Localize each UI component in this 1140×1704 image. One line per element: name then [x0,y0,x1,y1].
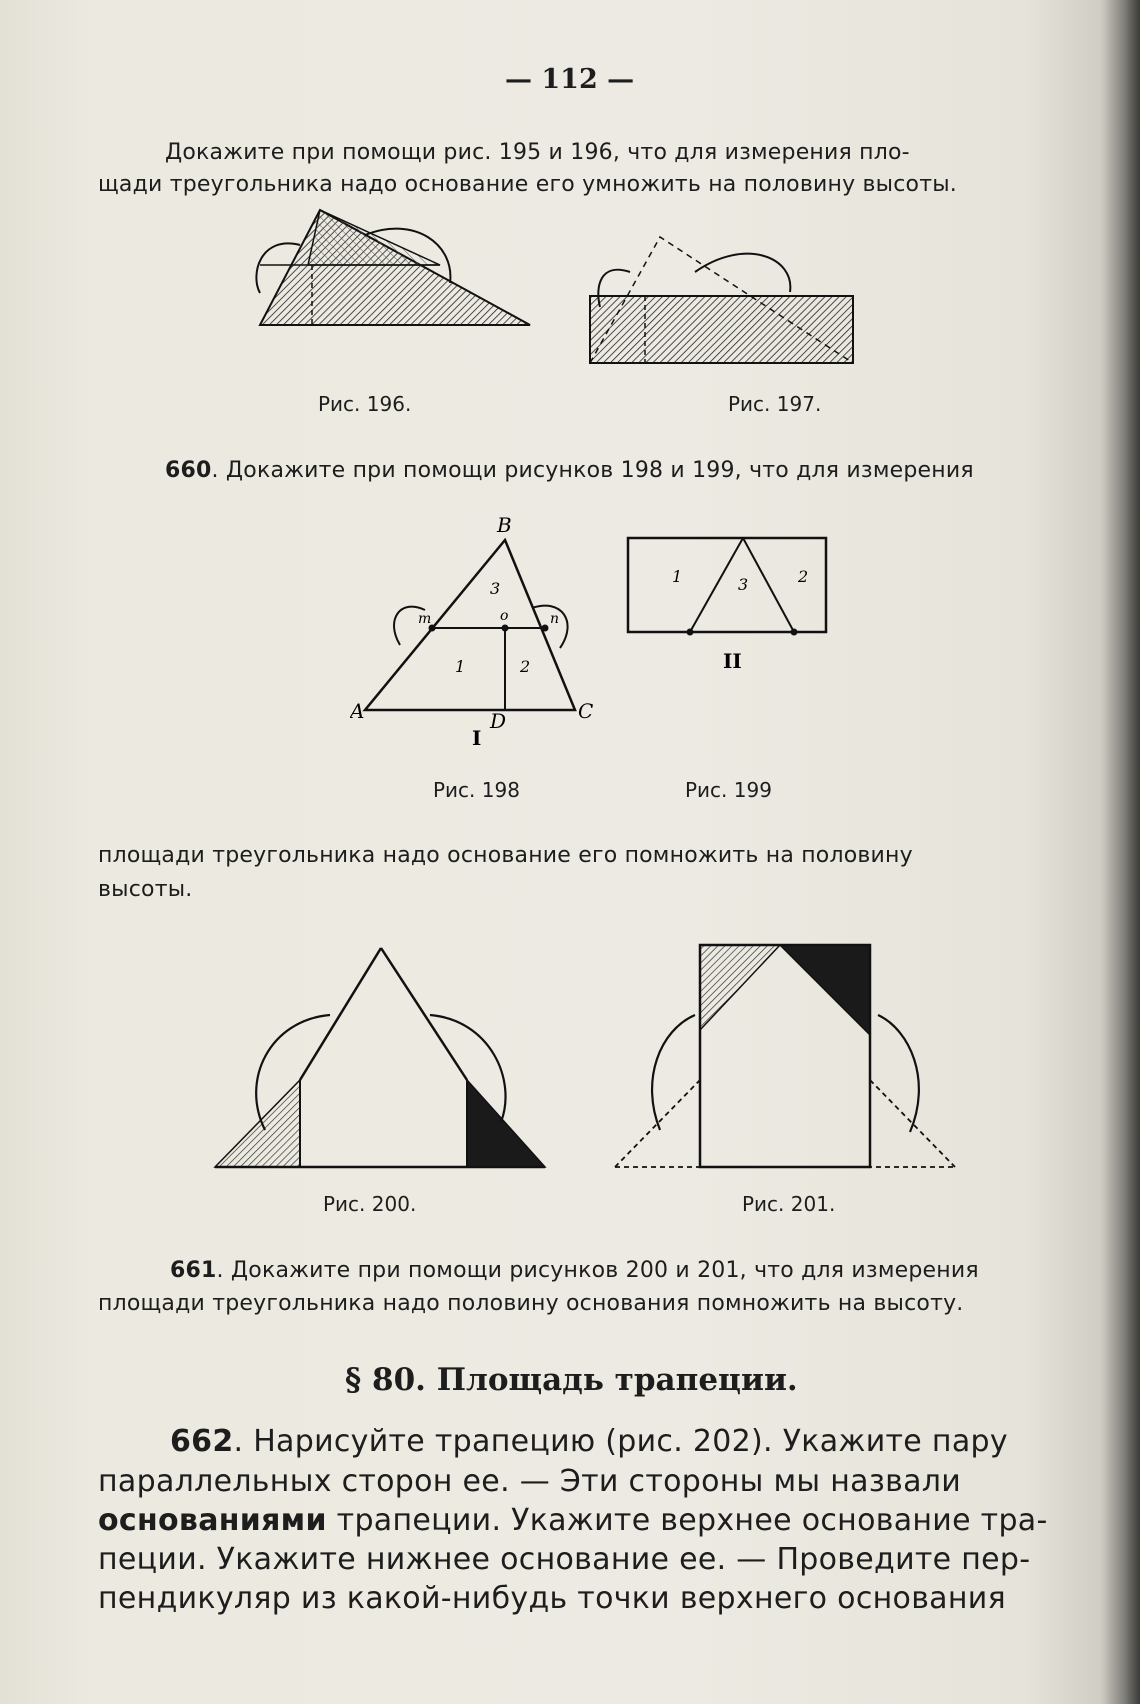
fig-198-caption: Рис. 198 [433,778,520,802]
fig-196-caption: Рис. 196. [318,392,412,416]
ex-662-line-1 [170,1424,1008,1459]
figure-198 [350,510,610,745]
fig198-n: n [550,611,560,627]
section-heading: § 80. Площадь трапеции. [345,1362,798,1398]
intro-line-2: щади треугольника надо основание его умножить на половину высоты. [98,172,957,197]
fig198-roman: I [472,726,482,745]
ex-662-bold-term: основаниями [98,1503,327,1538]
ex-662-line-4: пеции. Укажите нижнее основание ее. — Проведите пер- [98,1542,1031,1577]
fig199-region-1: 1 [672,567,683,586]
ex-660-line-2-text: площади треугольника надо основание его помножить на половину [98,843,913,868]
fig199-region-3: 3 [738,575,749,594]
figure-196 [240,205,540,360]
ex-660-line-1 [165,458,974,483]
figure-199 [620,530,840,680]
fig-199-caption: Рис. 199 [685,778,772,802]
figure-201 [610,940,965,1175]
fig198-A: A [350,699,365,723]
figure-200 [205,940,560,1175]
ex-662-line-3-text: трапеции. Укажите верхнее основание тра- [326,1503,1048,1538]
fig199-roman: II [723,649,742,673]
ex-660-line-2 [98,843,1073,868]
ex-662-line-3 [98,1503,1048,1538]
ex-660-text: . Докажите при помощи рисунков 198 и 199, что для измерения [211,458,974,483]
fig198-o: o [500,608,509,624]
page-binding-shadow [1100,0,1140,1704]
fig-201-caption: Рис. 201. [742,1192,836,1216]
page-number: — 112 — [505,64,635,95]
ex-661-line-1 [170,1258,979,1283]
intro-line-1: Докажите при помощи рис. 195 и 196, что для измерения пло- [165,140,910,165]
fig198-region-2: 2 [520,657,531,676]
fig199-region-2: 2 [798,567,809,586]
ex-661-number: 661 [170,1258,217,1283]
ex-660-number: 660 [165,458,212,483]
fig198-C: C [578,699,594,723]
ex-661-text: . Докажите при помощи рисунков 200 и 201, что для измерения [216,1258,979,1283]
fig198-m: m [418,611,432,627]
ex-662-text: . Нарисуйте трапецию (рис. 202). Укажите пару [233,1424,1008,1459]
fig-200-caption: Рис. 200. [323,1192,417,1216]
fig-197-caption: Рис. 197. [728,392,822,416]
ex-662-number: 662 [170,1424,234,1459]
ex-662-line-2: параллельных сторон ее. — Эти стороны мы назвали [98,1464,962,1499]
fig198-region-3: 3 [490,579,501,598]
ex-661-line-2: площади треугольника надо половину основания помножить на высоту. [98,1291,964,1316]
fig198-D: D [490,709,507,733]
fig198-B: B [497,513,512,537]
fig198-region-1: 1 [455,657,466,676]
ex-660-line-3: высоты. [98,877,193,902]
ex-662-line-5: пендикуляр из какой-нибудь точки верхнего основания [98,1581,1006,1616]
figure-197 [585,232,860,372]
